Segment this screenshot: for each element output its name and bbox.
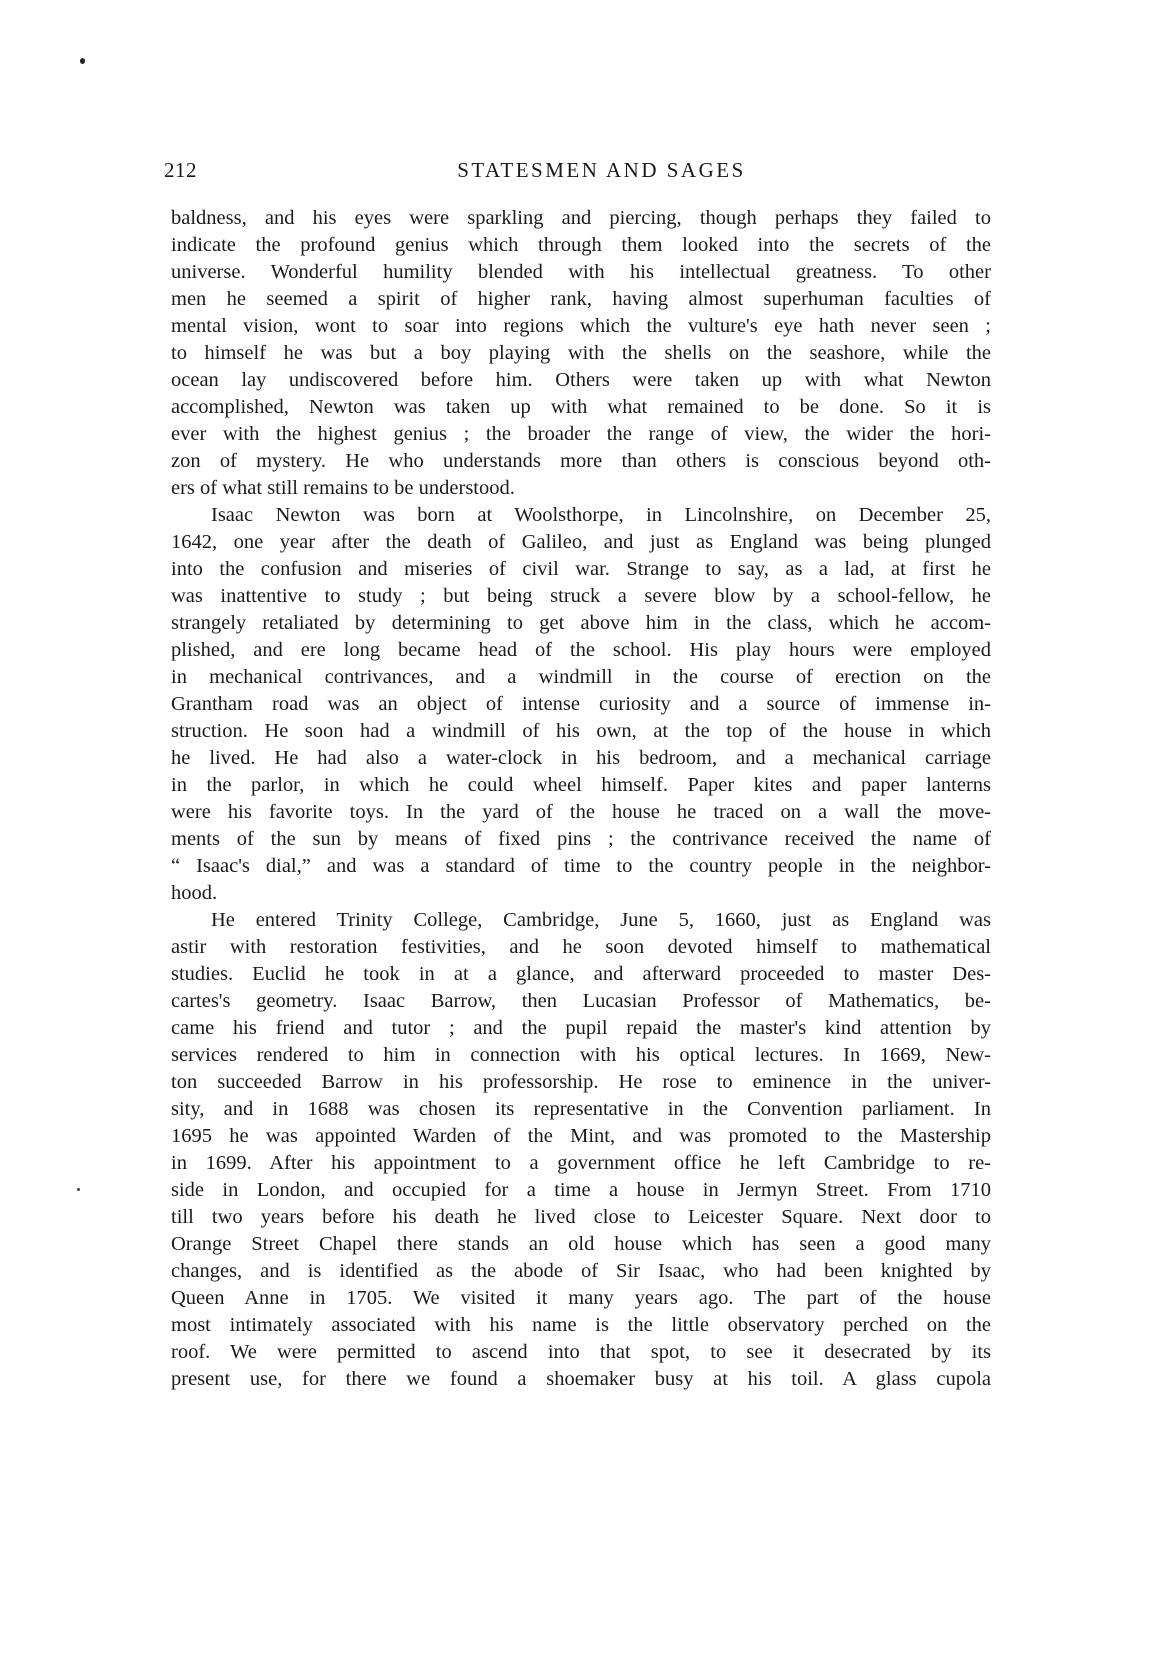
text-line: universe. Wonderful humility blended with his intellectual greatness. To other (171, 261, 991, 283)
paragraph-2 (171, 502, 991, 907)
text-line: sity, and in 1688 was chosen its representative in the Convention parliament. In (171, 1098, 991, 1120)
text-line: baldness, and his eyes were sparkling and piercing, though perhaps they failed to (171, 207, 991, 229)
running-head (164, 158, 999, 188)
body-text (171, 205, 991, 1393)
text-line: cartes's geometry. Isaac Barrow, then Lucasian Professor of Mathematics, be- (171, 990, 991, 1012)
text-line: plished, and ere long became head of the school. His play hours were employed (171, 639, 991, 661)
text-line: strangely retaliated by determining to get above him in the class, which he accom- (171, 612, 991, 634)
text-line: in mechanical contrivances, and a windmill in the course of erection on the (171, 666, 991, 688)
text-line: services rendered to him in connection with his optical lectures. In 1669, New- (171, 1044, 991, 1066)
text-line: Grantham road was an object of intense curiosity and a source of immense in- (171, 693, 991, 715)
text-line: mental vision, wont to soar into regions which the vulture's eye hath never seen ; (171, 315, 991, 337)
paragraph-3 (171, 907, 991, 1393)
text-line: Isaac Newton was born at Woolsthorpe, in Lincolnshire, on December 25, (211, 504, 991, 526)
text-line: ton succeeded Barrow in his professorship. He rose to eminence in the univer- (171, 1071, 991, 1093)
text-line: till two years before his death he lived close to Leicester Square. Next door to (171, 1206, 991, 1228)
text-line: 1695 he was appointed Warden of the Mint, and was promoted to the Mastership (171, 1125, 991, 1147)
text-line: accomplished, Newton was taken up with what remained to be done. So it is (171, 396, 991, 418)
text-line: 1642, one year after the death of Galileo, and just as England was being plunged (171, 531, 991, 553)
text-line: studies. Euclid he took in at a glance, and afterward proceeded to master Des- (171, 963, 991, 985)
text-line: in 1699. After his appointment to a government office he left Cambridge to re- (171, 1152, 991, 1174)
text-line: He entered Trinity College, Cambridge, June 5, 1660, just as England was (211, 909, 991, 931)
page-number: 212 (164, 158, 197, 182)
text-line: present use, for there we found a shoemaker busy at his toil. A glass cupola (171, 1368, 991, 1390)
text-line: was inattentive to study ; but being struck a severe blow by a school-fellow, he (171, 585, 991, 607)
text-line: Orange Street Chapel there stands an old house which has seen a good many (171, 1233, 991, 1255)
text-line: roof. We were permitted to ascend into that spot, to see it desecrated by its (171, 1341, 991, 1363)
text-line: ocean lay undiscovered before him. Others were taken up with what Newton (171, 369, 991, 391)
text-line: came his friend and tutor ; and the pupil repaid the master's kind attention by (171, 1017, 991, 1039)
text-line: most intimately associated with his name is the little observatory perched on the (171, 1314, 991, 1336)
text-line: he lived. He had also a water-clock in his bedroom, and a mechanical carriage (171, 747, 991, 769)
text-line: into the confusion and miseries of civil war. Strange to say, as a lad, at first he (171, 558, 991, 580)
paragraph-1 (171, 205, 991, 502)
text-line: ever with the highest genius ; the broader the range of view, the wider the hori- (171, 423, 991, 445)
text-line: indicate the profound genius which through them looked into the secrets of the (171, 234, 991, 256)
text-line: zon of mystery. He who understands more than others is conscious beyond oth- (171, 450, 991, 472)
text-line: “ Isaac's dial,” and was a standard of time to the country people in the neighbor- (171, 855, 991, 877)
text-line: men he seemed a spirit of higher rank, having almost superhuman faculties of (171, 288, 991, 310)
text-line: ers of what still remains to be understood. (171, 477, 515, 499)
text-line: side in London, and occupied for a time a house in Jermyn Street. From 1710 (171, 1179, 991, 1201)
ink-speck (77, 1188, 80, 1191)
running-title: STATESMEN AND SAGES (457, 158, 746, 182)
text-line: Queen Anne in 1705. We visited it many years ago. The part of the house (171, 1287, 991, 1309)
text-line: in the parlor, in which he could wheel himself. Paper kites and paper lanterns (171, 774, 991, 796)
text-line: were his favorite toys. In the yard of the house he traced on a wall the move- (171, 801, 991, 823)
text-line: astir with restoration festivities, and he soon devoted himself to mathematical (171, 936, 991, 958)
text-line: struction. He soon had a windmill of his own, at the top of the house in which (171, 720, 991, 742)
text-line: to himself he was but a boy playing with the shells on the seashore, while the (171, 342, 991, 364)
text-line: ments of the sun by means of fixed pins ; the contrivance received the name of (171, 828, 991, 850)
text-line: changes, and is identified as the abode of Sir Isaac, who had been knighted by (171, 1260, 991, 1282)
text-line: hood. (171, 882, 218, 904)
ink-mark (80, 58, 85, 64)
